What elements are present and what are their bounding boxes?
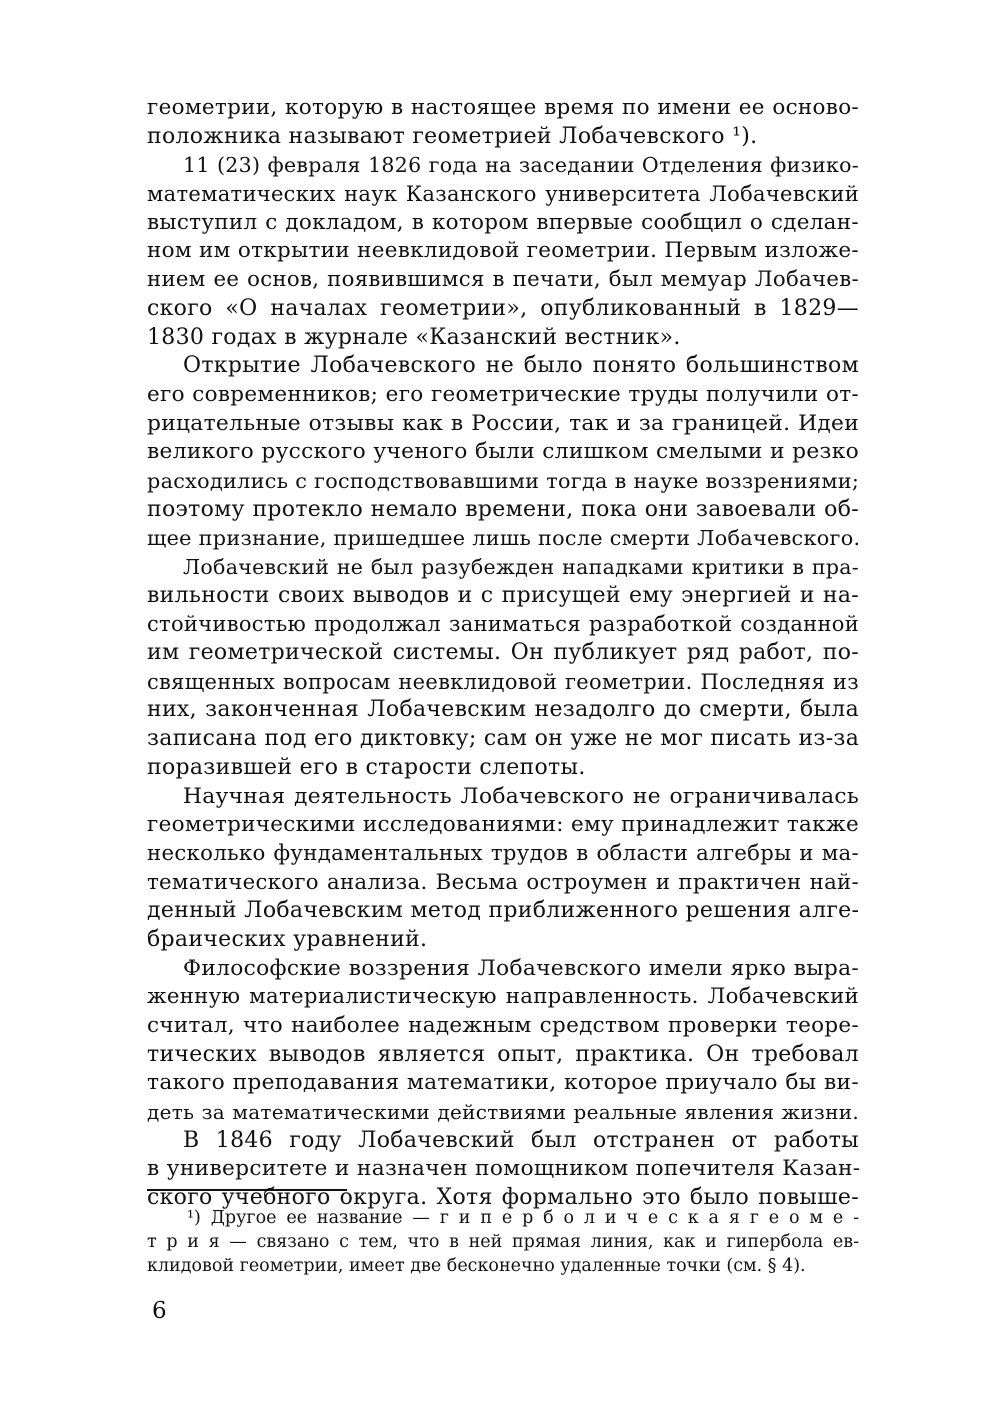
text-line: стойчивостью продолжал заниматься разработкой созданной [147,612,859,637]
text-line: женную материалистическую направленность. Лобачевский [147,984,859,1010]
text-line: 11 (23) февраля 1826 года на заседании Отделения физико- [183,153,859,178]
text-line: расходились с господствовавшими тогда в науке воззрениями; [147,468,860,493]
text-line: им геометрической системы. Он публикует ряд работ, по- [147,640,859,666]
text-line: ского «О началах геометрии», опубликованный в 1829— [147,295,859,321]
text-line: них, законченная Лобачевским незадолго до смерти, была [147,697,859,723]
page-number: 6 [152,1298,167,1324]
text-line: браических уравнений. [147,926,428,952]
text-line: вильности своих выводов и с присущей ему энергией и на- [147,582,859,608]
text-line: деть за математическими действиями реальные явления жизни. [147,1100,859,1125]
text-line: 1830 годах в журнале «Казанский вестник». [147,324,681,350]
text-line: ном им открытии неевклидовой геометрии. Первым изложе- [147,238,859,264]
text-line: Научная деятельность Лобачевского не ограничивалась [183,783,859,809]
text-line: математических наук Казанского университета Лобачевский [147,182,859,207]
text-line: несколько фундаментальных трудов в области алгебры и ма- [147,840,859,866]
text-line: положника называют геометрией Лобачевского ¹). [147,123,758,149]
text-line: денный Лобачевским метод приближенного решения алге- [147,898,860,924]
footnote-line: клидовой геометрии, имеет две бесконечно удаленные точки (см. § 4). [147,1256,806,1276]
text-line: ского учебного округа. Хотя формально это было повыше- [147,1185,859,1211]
footnote-separator [147,1189,347,1191]
text-line: священных вопросам неевклидовой геометрии. Последняя из [147,669,859,694]
text-line: геометрии, которую в настоящее время по имени ее осново- [147,95,859,120]
text-line: Философские воззрения Лобачевского имели ярко выра- [183,955,859,981]
text-line: в университете и назначен помощником попечителя Казан- [147,1156,861,1182]
main-text [147,94,859,1213]
text-line: В 1846 году Лобачевский был отстранен от работы [183,1127,859,1153]
text-line: геометрическими исследованиями: ему принадлежит также [147,812,859,838]
text-line: щее признание, пришедшее лишь после смерти Лобачевского. [147,526,861,551]
text-line: рицательные отзывы как в России, так и за границей. Идеи [147,410,859,436]
text-line: такого преподавания математики, которое приучало бы ви- [147,1070,859,1096]
text-line: великого русского ученого были слишком смелыми и резко [147,439,859,465]
text-line: поразившей его в старости слепоты. [147,754,586,780]
text-line: Открытие Лобачевского не было понято большинством [183,353,859,379]
text-line: считал, что наиболее надежным средством проверки теоре- [147,1013,859,1038]
text-line: записана под его диктовку; сам он уже не мог писать из-за [147,726,860,752]
footnote-line: ¹) Другое ее название — г и п е р б о л и ч е с к а я г е о м е - [187,1208,859,1228]
text-line: тематического анализа. Весьма остроумен и практичен най- [147,869,859,895]
text-line: его современников; его геометрические труды получили от- [147,381,859,407]
text-line: Лобачевский не был разубежден нападками критики в пра- [183,555,859,579]
text-line: нием ее основ, появившимся в печати, был мемуар Лобачев- [147,267,859,293]
text-line: выступил с докладом, в котором впервые сообщил о сделан- [147,209,859,235]
footnote-line: т р и я — связано с тем, что в ней прямая линия, как и гипербола ев- [147,1232,859,1252]
footnote [147,1206,859,1278]
text-line: тических выводов является опыт, практика. Он требовал [147,1041,859,1067]
text-line: поэтому протекло немало времени, пока они завоевали об- [147,496,859,522]
